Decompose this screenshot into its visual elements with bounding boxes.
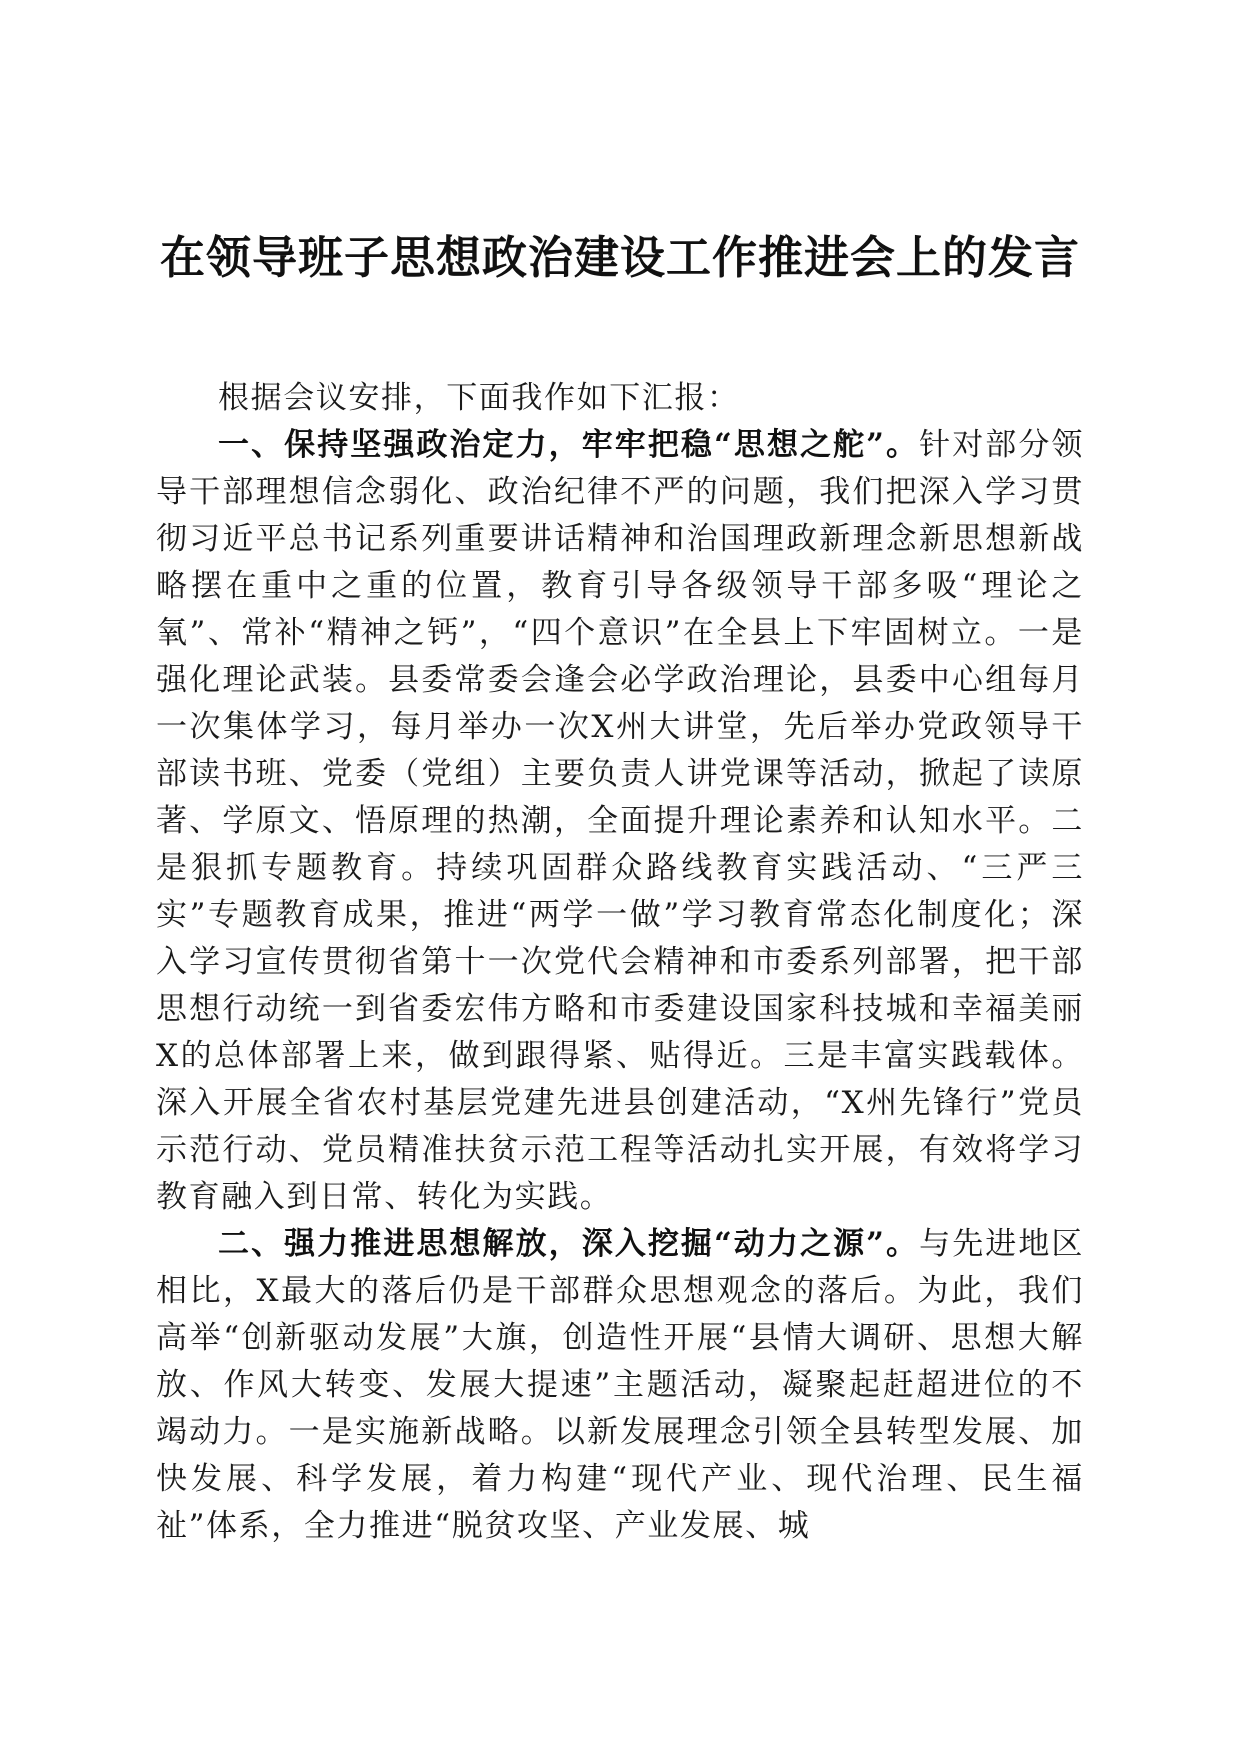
section-2-text: 与先进地区相比，X最大的落后仍是干部群众思想观念的落后。为此，我们高举“创新驱动发展”大旗，创造性开展“县情大调研、思想大解放、作风大转变、发展大提速”主题活动，凝聚起赶超进位的不竭动力。一是实施新战略。以新发展理念引领全县转型发展、加快发展、科学发展，着力构建“现代产业、现代治理、民生福祉”体系，全力推进“脱贫攻坚、产业发展、城	[156, 1226, 1084, 1544]
section-1-heading: 一、保持坚强政治定力，牢牢把稳“思想之舵”。	[218, 427, 920, 463]
section-2-paragraph	[156, 1221, 1084, 1550]
intro-paragraph: 根据会议安排，下面我作如下汇报：	[218, 380, 740, 416]
section-2-heading: 二、强力推进思想解放，深入挖掘“动力之源”。	[218, 1226, 920, 1262]
section-1-text: 针对部分领导干部理想信念弱化、政治纪律不严的问题，我们把深入学习贯彻习近平总书记系列重要讲话精神和治国理政新理念新思想新战略摆在重中之重的位置，教育引导各级领导干部多吸“理论之氧”、常补“精神之钙”，“四个意识”在全县上下牢固树立。一是强化理论武装。县委常委会逢会必学政治理论，县委中心组每月一次集体学习，每月举办一次X州大讲堂，先后举办党政领导干部读书班、党委（党组）主要负责人讲党课等活动，掀起了读原著、学原文、悟原理的热潮，全面提升理论素养和认知水平。二是狠抓专题教育。持续巩固群众路线教育实践活动、“三严三实”专题教育成果，推进“两学一做”学习教育常态化制度化；深入学习宣传贯彻省第十一次党代会精神和市委系列部署，把干部思想行动统一到省委宏伟方略和市委建设国家科技城和幸福美丽X的总体部署上来，做到跟得紧、贴得近。三是丰富实践载体。深入开展全省农村基层党建先进县创建活动，“X州先锋行”党员示范行动、党员精准扶贫示范工程等活动扎实开展，有效将学习教育融入到日常、转化为实践。	[156, 427, 1084, 1215]
document-body	[156, 375, 1084, 1550]
page-title: 在领导班子思想政治建设工作推进会上的发言	[159, 231, 1080, 284]
section-1-paragraph	[156, 422, 1084, 1221]
